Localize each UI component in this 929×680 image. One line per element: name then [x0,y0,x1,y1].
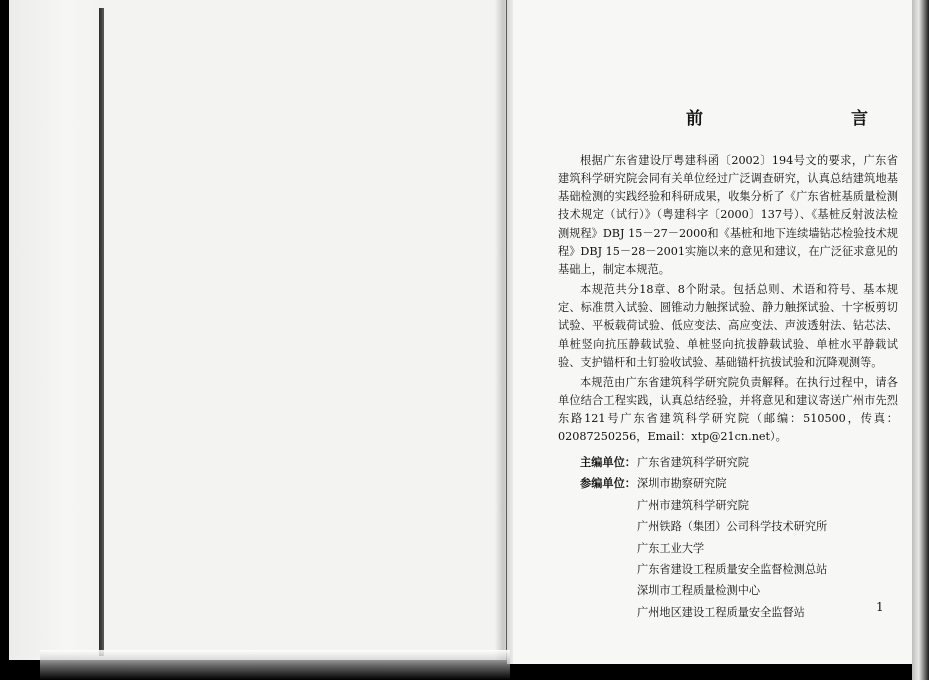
participating-unit: 广州地区建设工程质量安全监督站 [637,605,805,619]
paragraph-contact: 本规范由广东省建筑科学研究院负责解释。在执行过程中，请各单位结合工程实践，认真总结经验，并将意见和建议寄送广州市先烈东路121号广东省建筑科学研究院（邮编：510500，传真：02087250256，Email：xtp@21cn.net）。 [558,375,898,444]
participating-unit: 深圳市工程质量检测中心 [637,584,761,598]
participating-units-label: 参编单位： [580,476,636,491]
chief-unit-name: 广东省建筑科学研究院 [637,456,749,469]
participating-unit: 广州市建筑科学研究院 [637,498,749,512]
paragraph-contents: 本规范共分18章、8个附录。包括总则、术语和符号、基本规定、标准贯入试验、圆锥动力触探试验、静力触探试验、十字板剪切试验、平板载荷试验、低应变法、高应变法、声波透射法、钻芯法、单桩竖向抗压静载试验、单桩竖向抗拔静载试验、单桩水平静载试验、支护锚杆和土钉验收试验、基础锚杆抗拔试验和沉降观测等。 [558,283,898,369]
bottom-scan-shadow [40,650,510,680]
left-page-edge [9,0,105,660]
page-number: 1 [876,600,884,614]
participating-units-row [580,473,827,623]
participating-units-list [637,473,827,623]
editing-units [580,452,827,623]
page-title: 前 言 [686,109,906,129]
left-binding-shadow [99,8,104,656]
chief-unit-row [580,452,827,473]
preface-body [558,152,898,449]
participating-unit: 深圳市勘察研究院 [637,477,727,491]
participating-unit: 广东工业大学 [637,541,705,555]
participating-unit: 广东省建设工程质量安全监督检测总站 [637,563,828,577]
blank-left-page [9,0,507,660]
right-page-edge [912,0,929,680]
paragraph-origin: 根据广东省建设厅粤建科函〔2002〕194号文的要求，广东省建筑科学研究院会同有关单位经过广泛调查研究，认真总结建筑地基基础检测的实践经验和科研成果，收集分析了《广东省桩基质量检测技术规定（试行）》（粤建科字〔2000〕137号）、《基桩反射波法检测规程》DBJ 15－27－2000和《基桩和地下连续墙钻芯检验技术规程》DBJ 15－28－2001实施以来的意见和建议，在广泛征求意见的基础上，制定本规范。 [558,154,898,276]
participating-unit: 广州铁路（集团）公司科学技术研究所 [637,520,828,534]
gutter-shadow [495,0,513,664]
chief-unit-label: 主编单位： [580,455,636,469]
